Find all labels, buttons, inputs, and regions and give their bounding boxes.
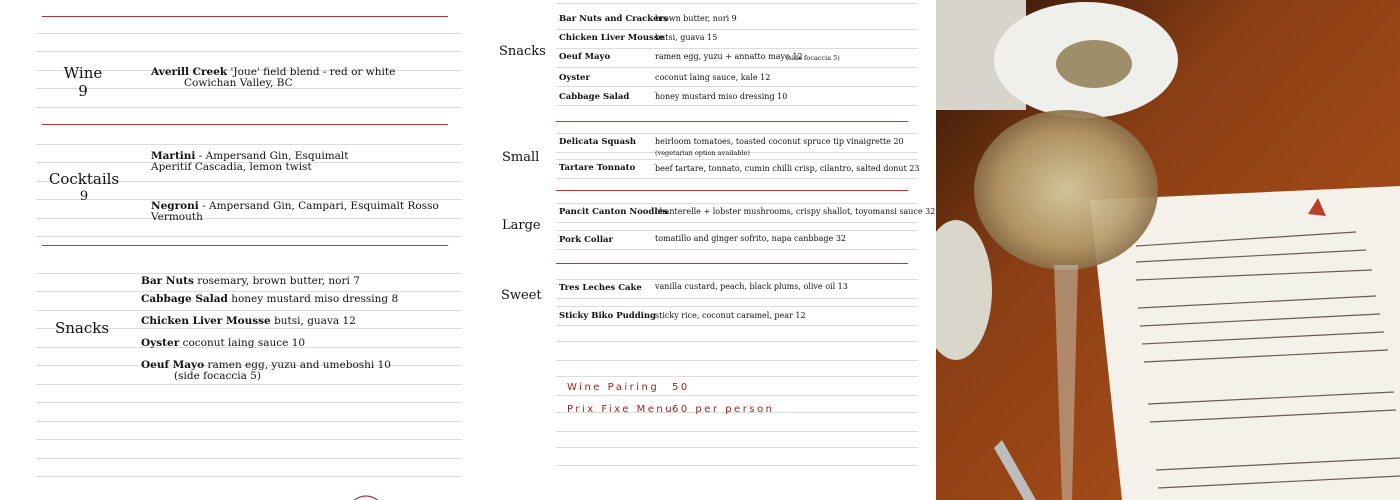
snack-item-desc: honey mustard miso dressing 8 xyxy=(227,293,399,305)
wine-item-region: Cowichan Valley, BC xyxy=(184,77,293,89)
snack-item-desc: ramen egg, yuzu and umeboshi 10 xyxy=(204,359,391,371)
section-divider xyxy=(556,121,908,122)
rule xyxy=(556,203,918,204)
wine-glass xyxy=(974,110,1158,270)
rule xyxy=(556,133,918,134)
snack-item xyxy=(141,315,356,327)
menu-item-note: (vegetarian option available) xyxy=(655,149,750,157)
food-menu xyxy=(470,0,936,500)
wine-section-title xyxy=(48,64,118,100)
rule xyxy=(556,279,918,280)
section-divider xyxy=(42,245,448,246)
snack-item-name: Oeuf Mayo xyxy=(141,359,205,371)
negroni-desc: - Ampersand Gin, Campari, Esquimalt Rosso xyxy=(198,200,439,212)
martini-name: Martini xyxy=(151,150,196,162)
wine-item-desc: 'Joue' field blend - red or white xyxy=(230,66,396,78)
snacks-section-title: Snacks xyxy=(54,319,110,337)
menu-item-name: Cabbage Salad xyxy=(559,92,630,102)
snack-item-name: Bar Nuts xyxy=(141,275,194,287)
rule xyxy=(556,222,918,223)
rule xyxy=(36,384,462,385)
rule xyxy=(36,218,462,219)
martini-desc-line2: Aperitif Cascadia, lemon twist xyxy=(151,161,312,173)
rule xyxy=(36,144,462,145)
rule xyxy=(556,29,918,30)
menu-item-desc: honey mustard miso dressing 10 xyxy=(655,92,788,101)
section-divider xyxy=(556,190,908,191)
negroni-name: Negroni xyxy=(151,200,199,212)
menu-item-desc: brown butter, nori 9 xyxy=(655,14,737,23)
prix-fixe-label: Prix Fixe Menu xyxy=(567,404,675,415)
menu-item-name: Oyster xyxy=(559,73,590,83)
rule xyxy=(36,421,462,422)
menu-item-desc: chanterelle + lobster mushrooms, crispy shallot, toyomansi sauce 32 xyxy=(655,207,936,216)
rule xyxy=(556,376,918,377)
snack-item xyxy=(141,293,398,305)
snack-item xyxy=(141,275,360,287)
rule xyxy=(36,107,462,108)
rule xyxy=(556,325,918,326)
cocktails-title: Cocktails xyxy=(48,170,120,188)
rule xyxy=(36,291,462,292)
rule xyxy=(556,465,918,466)
martini-desc: - Ampersand Gin, Esquimalt xyxy=(195,150,349,162)
rule xyxy=(556,306,918,307)
rule xyxy=(36,33,462,34)
section-divider xyxy=(556,263,908,264)
section-divider xyxy=(42,16,448,17)
snack-item-name: Cabbage Salad xyxy=(141,293,228,305)
rule xyxy=(556,105,918,106)
rule xyxy=(556,86,918,87)
wine-title: Wine xyxy=(63,64,103,82)
ginkgo-logo-icon xyxy=(350,494,382,500)
rule xyxy=(36,236,462,237)
wine-item-name: Averill Creek xyxy=(151,66,228,78)
rule xyxy=(36,476,462,477)
rule xyxy=(556,360,918,361)
menu-item-note: (side focaccia 5) xyxy=(786,54,840,62)
rule xyxy=(36,273,462,274)
menu-item-desc: beef tartare, tonnato, cumin chilli crisp, cilantro, salted donut 23 xyxy=(655,164,920,173)
small-section-title: Small xyxy=(502,150,540,165)
rule xyxy=(556,48,918,49)
rule xyxy=(36,402,462,403)
large-section-title: Large xyxy=(502,218,541,233)
rule xyxy=(556,447,918,448)
section-divider xyxy=(42,124,448,125)
rule xyxy=(36,310,462,311)
menu-item-name: Pork Collar xyxy=(559,235,614,245)
rule xyxy=(36,458,462,459)
restaurant-photo xyxy=(936,0,1400,500)
snacks-section-title: Snacks xyxy=(499,44,546,59)
cocktails-section-title xyxy=(44,170,124,206)
rule xyxy=(556,159,918,160)
food xyxy=(1056,40,1132,88)
menu-item-name: Oeuf Mayo xyxy=(559,52,611,62)
prix-fixe-price: 60 per person xyxy=(672,404,775,415)
menu-item-desc: heirloom tomatoes, toasted coconut spruce tip vinaigrette 20 xyxy=(655,137,904,146)
menu-item-desc: butsi, guava 15 xyxy=(655,33,718,42)
menu-item-desc: ramen egg, yuzu + annatto mayo 12 xyxy=(655,52,803,61)
sweet-section-title: Sweet xyxy=(501,288,542,303)
rule xyxy=(556,431,918,432)
wine-pairing-label: Wine Pairing xyxy=(567,382,660,393)
menu-item-name: Delicata Squash xyxy=(559,137,637,147)
snack-item-desc: coconut laing sauce 10 xyxy=(179,337,306,349)
menu-item-name: Bar Nuts and Crackers xyxy=(559,14,668,24)
snack-item xyxy=(141,337,305,349)
rule xyxy=(36,51,462,52)
snack-item-desc: butsi, guava 12 xyxy=(270,315,356,327)
snack-item-name: Oyster xyxy=(141,337,180,349)
rule xyxy=(556,230,918,231)
snack-item-desc: rosemary, brown butter, nori 7 xyxy=(193,275,360,287)
menu-item-name: Tres Leches Cake xyxy=(559,283,642,293)
rule xyxy=(556,298,918,299)
table-photo xyxy=(936,0,1400,500)
wine-price: 9 xyxy=(78,82,88,100)
menu-item-desc: tomatillo and ginger sofrito, napa canbbage 32 xyxy=(655,234,847,243)
rule xyxy=(556,3,918,4)
menu-item-name: Pancit Canton Noodles xyxy=(559,207,668,217)
menu-item-name: Chicken Liver Mousse xyxy=(559,33,665,43)
menu-item-desc: sticky rice, coconut caramel, pear 12 xyxy=(655,311,806,320)
menu-item-desc: coconut laing sauce, kale 12 xyxy=(655,73,771,82)
snack-note: (side focaccia 5) xyxy=(174,370,261,382)
rule xyxy=(556,341,918,342)
menu-item-desc: vanilla custard, peach, black plums, olive oil 13 xyxy=(655,282,848,291)
rule xyxy=(556,67,918,68)
rule xyxy=(556,249,918,250)
menu-item-name: Tartare Tonnato xyxy=(559,163,636,173)
cocktails-price: 9 xyxy=(79,189,89,204)
drinks-snacks-menu xyxy=(0,0,470,500)
wine-pairing-price: 50 xyxy=(672,382,690,393)
rule xyxy=(36,439,462,440)
rule xyxy=(556,178,918,179)
menu-item-name: Sticky Biko Pudding xyxy=(559,311,656,321)
snack-item-name: Chicken Liver Mousse xyxy=(141,315,271,327)
rule xyxy=(556,395,918,396)
negroni-desc-line2: Vermouth xyxy=(151,211,203,223)
